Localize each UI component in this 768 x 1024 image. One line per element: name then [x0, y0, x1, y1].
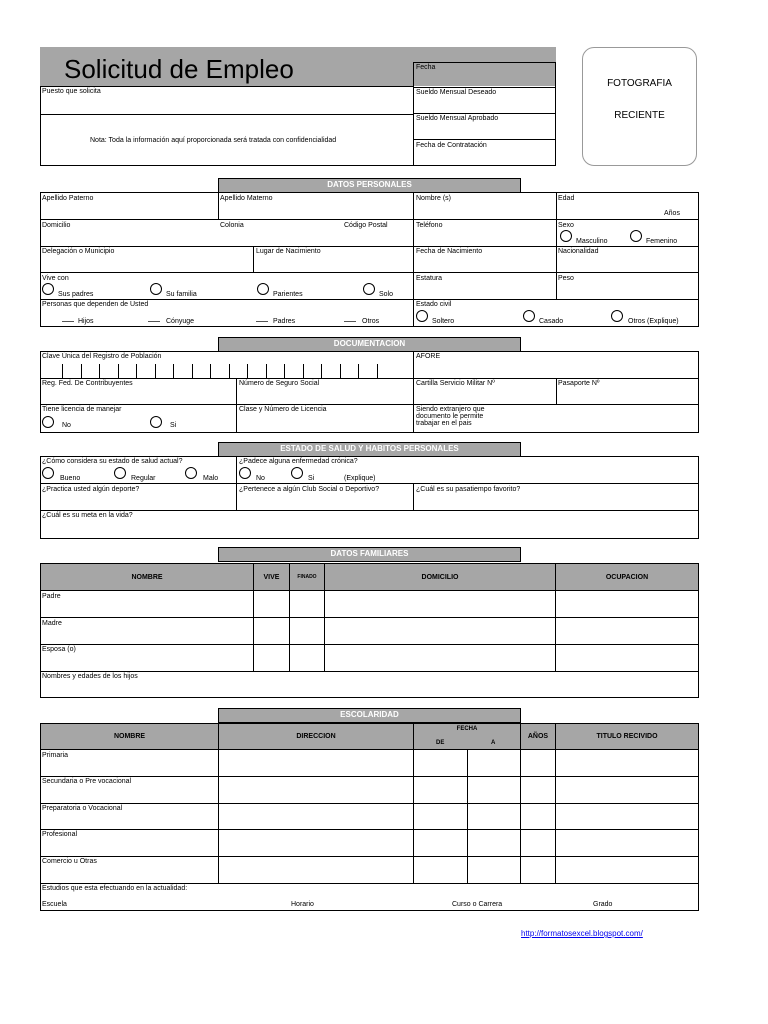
nota-text: Nota: Toda la información aquí proporcionada será tratada con confidencialidad [90, 137, 337, 144]
label-telefono: Teléfono [416, 222, 443, 229]
label-extranjero-2: documento le permite [416, 413, 484, 420]
label-licencia-no: No [62, 422, 71, 429]
label-parientes: Parientes [273, 291, 303, 298]
radio-su-familia[interactable] [150, 283, 162, 295]
label-nacionalidad: Nacionalidad [558, 248, 599, 255]
esc-col-de: DE [436, 740, 445, 746]
label-sexo: Sexo [558, 222, 574, 229]
radio-casado[interactable] [523, 310, 535, 322]
label-meta: ¿Cuál es su meta en la vida? [42, 512, 133, 519]
photo-label-2: RECIENTE [614, 110, 665, 121]
label-licencia-si: Si [170, 422, 177, 429]
label-otros-explique: Otros (Explique) [628, 318, 679, 325]
radio-enfermedad-si[interactable] [291, 467, 303, 479]
radio-regular[interactable] [114, 467, 126, 479]
curp-box-divider [62, 364, 63, 378]
label-horario: Horario [291, 901, 314, 908]
label-club: ¿Pertenece a algún Club Social o Deportivo? [239, 486, 380, 493]
label-delegacion: Delegación o Municipio [42, 248, 115, 255]
radio-bueno[interactable] [42, 467, 54, 479]
label-hijos: Hijos [78, 318, 94, 325]
label-nombres: Nombre (s) [416, 195, 452, 202]
blank-hijos[interactable] [62, 321, 74, 322]
esc-col-fecha: FECHA [456, 726, 478, 732]
fam-col-ocupacion: OCUPACION [555, 563, 699, 591]
section-header-documentacion: DOCUMENTACION [218, 337, 521, 352]
footer-link[interactable]: http://formatosexcel.blogspot.com/ [521, 929, 643, 938]
label-su-familia: Su familia [166, 291, 197, 298]
photo-label-1: FOTOGRAFIA [607, 78, 672, 89]
label-sus-padres: Sus padres [58, 291, 94, 298]
label-codigo-postal: Código Postal [344, 222, 388, 229]
esc-row-preparatoria: Preparatoria o Vocacional [42, 805, 123, 812]
esc-col-direccion: DIRECCION [218, 723, 414, 750]
curp-box-divider [210, 364, 211, 378]
label-estado-civil: Estado civil [416, 301, 452, 308]
blank-otros[interactable] [344, 321, 356, 322]
page-title: Solicitud de Empleo [64, 54, 294, 84]
curp-box-divider [173, 364, 174, 378]
label-actualidad: Estudios que esta efectuando en la actualidad: [42, 885, 188, 892]
radio-femenino[interactable] [630, 230, 642, 242]
label-conyuge: Cónyuge [166, 318, 195, 325]
label-enfermedad-no: No [256, 475, 265, 482]
radio-sus-padres[interactable] [42, 283, 54, 295]
label-fecha-nacimiento: Fecha de Nacimiento [416, 248, 483, 255]
curp-box-divider [303, 364, 304, 378]
section-header-escolaridad: ESCOLARIDAD [218, 708, 521, 723]
label-anos: Años [664, 210, 680, 217]
fam-col-nombre: NOMBRE [40, 563, 254, 591]
curp-box-divider [247, 364, 248, 378]
label-estatura: Estatura [416, 275, 443, 282]
label-curso: Curso o Carrera [452, 901, 503, 908]
label-explique: (Explique) [344, 475, 376, 482]
fam-col-domicilio: DOMICILIO [324, 563, 556, 591]
label-domicilio: Domicilio [42, 222, 71, 229]
fecha-contratacion-label: Fecha de Contratación [416, 142, 487, 149]
fam-col-vive: VIVE [253, 563, 290, 591]
radio-masculino[interactable] [560, 230, 572, 242]
esc-col-nombre: NOMBRE [40, 723, 219, 750]
radio-parientes[interactable] [257, 283, 269, 295]
label-apellido-materno: Apellido Materno [220, 195, 273, 202]
fam-row-hijos: Nombres y edades de los hijos [42, 673, 138, 680]
label-soltero: Soltero [432, 318, 455, 325]
label-apellido-paterno: Apellido Paterno [42, 195, 94, 202]
fam-row-padre: Padre [42, 593, 61, 600]
section-header-personales: DATOS PERSONALES [218, 178, 521, 193]
sueldo-deseado-label: Sueldo Mensual Deseado [416, 89, 497, 96]
label-licencia: Tiene licencia de manejar [42, 406, 122, 413]
label-bueno: Bueno [60, 475, 81, 482]
label-masculino: Masculino [576, 238, 608, 245]
label-regular: Regular [131, 475, 156, 482]
label-enfermedad: ¿Padece alguna enfermedad crónica? [239, 458, 358, 465]
label-enfermedad-si: Si [308, 475, 315, 482]
curp-box-divider [358, 364, 359, 378]
label-edad: Edad [558, 195, 575, 202]
curp-box-divider [266, 364, 267, 378]
radio-soltero[interactable] [416, 310, 428, 322]
label-padres: Padres [273, 318, 296, 325]
section-header-familiares: DATOS FAMILIARES [218, 547, 521, 562]
label-pasaporte: Pasaporte Nº [558, 380, 600, 387]
curp-box-divider [377, 364, 378, 378]
label-peso: Peso [558, 275, 574, 282]
fam-col-finado: FINADO [289, 563, 325, 591]
label-dependen: Personas que dependen de Usted [42, 301, 149, 308]
photo-box [582, 47, 697, 166]
section-header-salud: ESTADO DE SALUD Y HABITOS PERSONALES [218, 442, 521, 457]
curp-box-divider [99, 364, 100, 378]
label-solo: Solo [379, 291, 394, 298]
label-cartilla: Cartilla Servicio Militar Nº [416, 380, 495, 387]
label-grado: Grado [593, 901, 613, 908]
label-otros: Otros [362, 318, 380, 325]
label-afore: AFORE [416, 353, 441, 360]
esc-col-a: A [491, 740, 496, 746]
sueldo-aprobado-label: Sueldo Mensual Aprobado [416, 115, 499, 122]
radio-enfermedad-no[interactable] [239, 467, 251, 479]
blank-padres[interactable] [256, 321, 268, 322]
fecha-label: Fecha [416, 64, 436, 71]
documentacion-grid [40, 351, 699, 433]
curp-box-divider [81, 364, 82, 378]
curp-box-divider [340, 364, 341, 378]
puesto-label: Puesto que solicita [42, 88, 101, 95]
curp-box-divider [284, 364, 285, 378]
esc-row-comercio: Comercio u Otras [42, 858, 97, 865]
esc-row-secundaria: Secundaria o Pre vocacional [42, 778, 132, 785]
label-curp: Clave Única del Registro de Población [42, 353, 162, 360]
esc-row-profesional: Profesional [42, 831, 78, 838]
label-pasatiempo: ¿Cuál es su pasatiempo favorito? [416, 486, 521, 493]
label-extranjero-3: trabajar en el pais [416, 420, 472, 427]
label-escuela: Escuela [42, 901, 67, 908]
curp-box-divider [192, 364, 193, 378]
label-clase-licencia: Clase y Número de Licencia [239, 406, 327, 413]
radio-licencia-si[interactable] [150, 416, 162, 428]
label-rfc: Reg. Fed. De Contribuyentes [42, 380, 133, 387]
label-vive-con: Vive con [42, 275, 69, 282]
label-malo: Malo [203, 475, 219, 482]
curp-box-divider [118, 364, 119, 378]
label-lugar-nacimiento: Lugar de Nacimiento [256, 248, 321, 255]
fam-row-madre: Madre [42, 620, 62, 627]
label-nss: Número de Seguro Social [239, 380, 320, 387]
esc-row-primaria: Primaria [42, 752, 69, 759]
label-estado-salud: ¿Cómo considera su estado de salud actual? [42, 458, 183, 465]
label-colonia: Colonia [220, 222, 244, 229]
label-casado: Casado [539, 318, 564, 325]
curp-box-divider [321, 364, 322, 378]
label-femenino: Femenino [646, 238, 678, 245]
radio-otros-civil[interactable] [611, 310, 623, 322]
radio-malo[interactable] [185, 467, 197, 479]
blank-conyuge[interactable] [148, 321, 160, 322]
esc-col-titulo: TITULO RECIVIDO [555, 723, 699, 750]
label-deporte: ¿Practica usted algún deporte? [42, 486, 140, 493]
salud-grid [40, 456, 699, 539]
fam-row-esposa: Esposa (o) [42, 646, 76, 653]
label-extranjero-1: Siendo extranjero que [416, 406, 485, 413]
curp-box-divider [136, 364, 137, 378]
curp-box-divider [155, 364, 156, 378]
curp-box-divider [229, 364, 230, 378]
esc-col-anos: AÑOS [520, 723, 556, 750]
radio-solo[interactable] [363, 283, 375, 295]
radio-licencia-no[interactable] [42, 416, 54, 428]
